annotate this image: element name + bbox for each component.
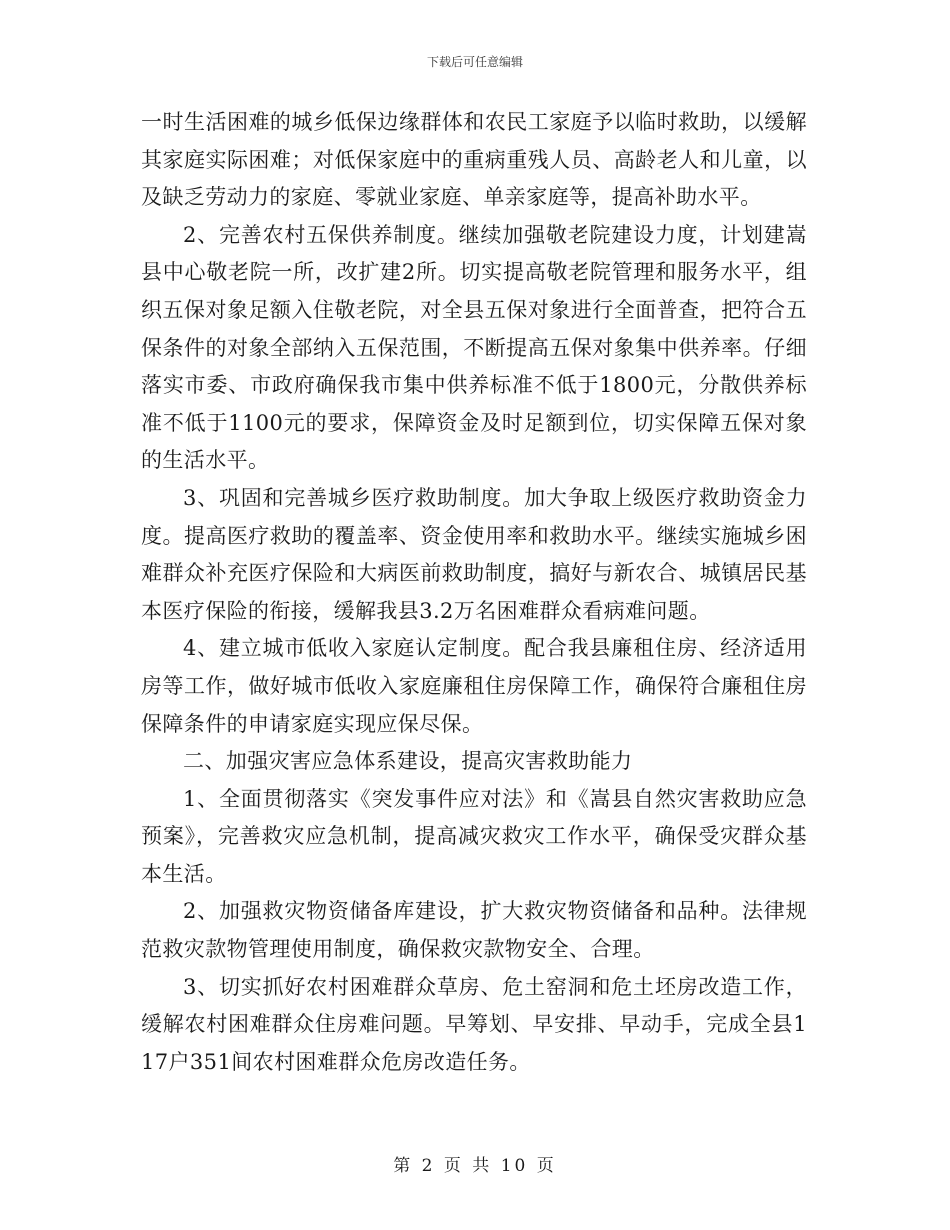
paragraph-3: 3、巩固和完善城乡医疗救助制度。加大争取上级医疗救助资金力度。提高医疗救助的覆盖率、资金使用率和救助水平。继续实施城乡困难群众补充医疗保险和大病医前救助制度，搞好与新农合、城镇居民基本医疗保险的衔接，缓解我县3.2万名困难群众看病难问题。 [141,485,807,623]
paragraph-7: 2、加强救灾物资储备库建设，扩大救灾物资储备和品种。法律规范救灾款物管理使用制度，确保救灾款物安全、合理。 [141,899,807,962]
document-body [141,104,807,1081]
section-heading: 二、加强灾害应急体系建设，提高灾害救助能力 [183,749,633,774]
paragraph-2: 2、完善农村五保供养制度。继续加强敬老院建设力度，计划建嵩县中心敬老院一所，改扩建2所。切实提高敬老院管理和服务水平，组织五保对象足额入住敬老院，对全县五保对象进行全面普查，把符合五保条件的对象全部纳入五保范围，不断提高五保对象集中供养率。仔细落实市委、市政府确保我市集中供养标准不低于1800元，分散供养标准不低于1100元的要求，保障资金及时足额到位，切实保障五保对象的生活水平。 [141,222,807,473]
page-header: 下载后可任意编辑 [426,55,523,69]
paragraph-8: 3、切实抓好农村困难群众草房、危土窑洞和危土坯房改造工作，缓解农村困难群众住房难问题。早筹划、早安排、早动手，完成全县117户351间农村困难群众危房改造任务。 [141,974,807,1074]
paragraph-6: 1、全面贯彻落实《突发事件应对法》和《嵩县自然灾害救助应急预案》，完善救灾应急机制，提高减灾救灾工作水平，确保受灾群众基本生活。 [141,786,807,886]
page-number-footer: 第 2 页 共 10 页 [393,1156,557,1176]
paragraph-4: 4、建立城市低收入家庭认定制度。配合我县廉租住房、经济适用房等工作，做好城市低收入家庭廉租住房保障工作，确保符合廉租住房保障条件的申请家庭实现应保尽保。 [141,636,807,736]
paragraph-1: 一时生活困难的城乡低保边缘群体和农民工家庭予以临时救助，以缓解其家庭实际困难；对低保家庭中的重病重残人员、高龄老人和儿童，以及缺乏劳动力的家庭、零就业家庭、单亲家庭等，提高补助水平。 [141,110,807,210]
